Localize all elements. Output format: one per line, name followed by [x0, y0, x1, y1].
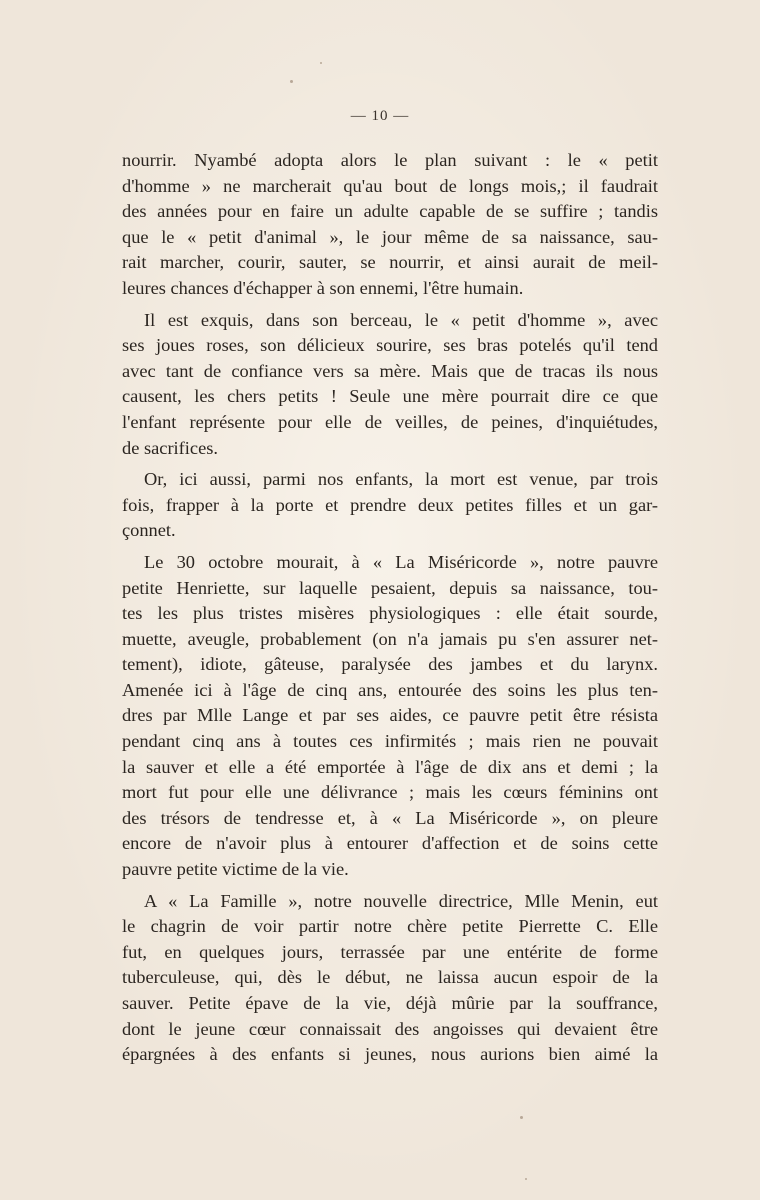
text-line: nourrir. Nyambé adopta alors le plan suivant : le « petit	[122, 150, 658, 170]
text-line: tes les plus tristes misères physiologiques : elle était sourde,	[122, 603, 658, 624]
text-line: petite Henriette, sur laquelle pesaient, depuis sa naissance, tou-	[122, 577, 658, 598]
text-line: A « La Famille », notre nouvelle directrice, Mlle Menin, eut	[144, 890, 658, 911]
paragraph-3	[122, 467, 658, 544]
text-line: le chagrin de voir partir notre chère petite Pierrette C. Elle	[122, 916, 658, 937]
text-line: pendant cinq ans à toutes ces infirmités ; mais rien ne pouvait	[122, 731, 658, 752]
text-line: encore de n'avoir plus à entourer d'affection et de soins cette	[122, 833, 658, 854]
text-line: des années pour en faire un adulte capable de se suffire ; tandis	[122, 201, 658, 222]
text-line: dres par Mlle Lange et par ses aides, ce pauvre petit être résista	[122, 705, 658, 726]
text-line: pauvre petite victime de la vie.	[122, 859, 349, 880]
text-line: d'homme » ne marcherait qu'au bout de longs mois,; il faudrait	[122, 175, 658, 196]
page-number: — 10 —	[350, 108, 410, 124]
text-line: tement), idiote, gâteuse, paralysée des jambes et du larynx.	[122, 654, 658, 675]
text-line: des trésors de tendresse et, à « La Miséricorde », on pleure	[122, 807, 658, 828]
text-line: dont le jeune cœur connaissait des angoisses qui devaient être	[122, 1018, 658, 1039]
text-line: muette, aveugle, probablement (on n'a jamais pu s'en assurer net-	[122, 628, 658, 649]
text-line: rait marcher, courir, sauter, se nourrir, et ainsi aurait de meil-	[122, 252, 658, 273]
paragraph-2	[122, 308, 658, 462]
paragraph-4	[122, 550, 658, 883]
paper-speck	[320, 62, 322, 64]
text-line: leures chances d'échapper à son ennemi, l'être humain.	[122, 277, 524, 298]
text-line: de sacrifices.	[122, 437, 218, 458]
text-line: fois, frapper à la porte et prendre deux petites filles et un gar-	[122, 494, 658, 515]
text-line: Il est exquis, dans son berceau, le « petit d'homme », avec	[144, 309, 658, 330]
text-line: épargnées à des enfants si jeunes, nous aurions bien aimé la	[122, 1044, 658, 1065]
paper-speck	[290, 80, 293, 83]
text-line: Amenée ici à l'âge de cinq ans, entourée des soins les plus ten-	[122, 679, 658, 700]
text-line: que le « petit d'animal », le jour même de sa naissance, sau-	[122, 226, 658, 247]
text-line: Le 30 octobre mourait, à « La Miséricorde », notre pauvre	[144, 551, 658, 572]
text-line: avec tant de confiance vers sa mère. Mais que de tracas ils nous	[122, 360, 658, 381]
text-line: l'enfant représente pour elle de veilles, de peines, d'inquiétudes,	[122, 411, 658, 432]
text-line: tuberculeuse, qui, dès le début, ne laissa aucun espoir de la	[122, 967, 658, 988]
text-line: la sauver et elle a été emportée à l'âge de dix ans et demi ; la	[122, 756, 658, 777]
paragraph-1	[122, 148, 658, 302]
text-line: sauver. Petite épave de la vie, déjà mûrie par la souffrance,	[122, 993, 658, 1013]
paper-speck	[520, 1116, 523, 1119]
text-line: mort fut pour elle une délivrance ; mais les cœurs féminins ont	[122, 782, 658, 803]
text-line: Or, ici aussi, parmi nos enfants, la mort est venue, par trois	[144, 469, 658, 490]
paper-speck	[525, 1178, 527, 1180]
paragraph-5	[122, 889, 658, 1068]
body-text	[122, 148, 658, 1068]
text-line: çonnet.	[122, 520, 176, 541]
text-line: ses joues roses, son délicieux sourire, ses bras potelés qu'il tend	[122, 335, 658, 356]
text-line: causent, les chers petits ! Seule une mère pourrait dire ce que	[122, 386, 658, 407]
text-line: fut, en quelques jours, terrassée par une entérite de forme	[122, 941, 658, 962]
